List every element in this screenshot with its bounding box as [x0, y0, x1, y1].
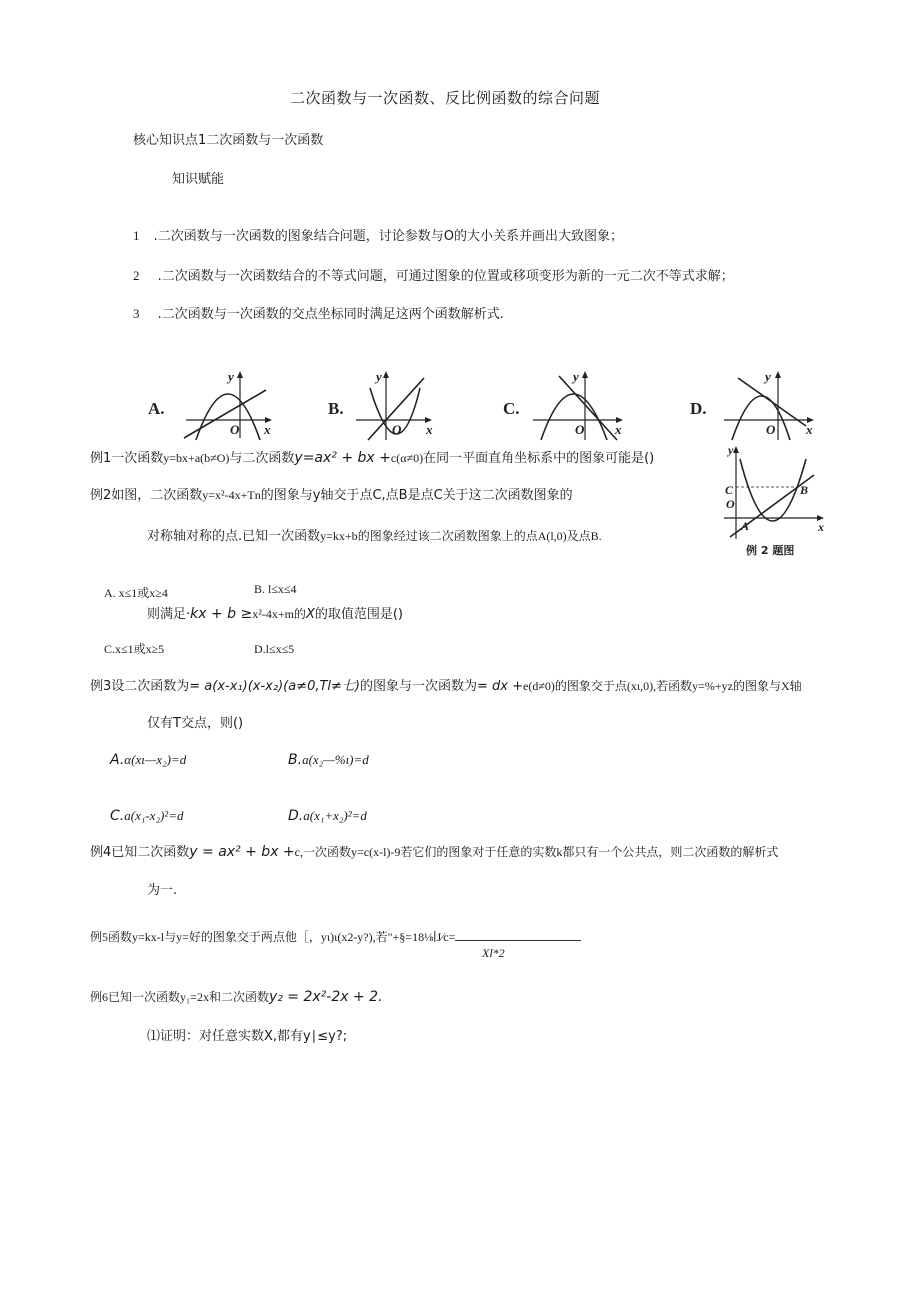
option-text: a(x₁-x₂)²=d	[124, 808, 184, 823]
origin-label: O	[230, 422, 240, 437]
origin-label: O	[766, 422, 776, 437]
knowledge-point-2	[133, 268, 734, 285]
example1-quadratic-function: y=ax² + bx +	[294, 450, 391, 466]
example2-question-prefix: 则满足·	[147, 607, 191, 622]
example6-quadratic-function: y₂ = 2x²-2x + 2.	[268, 989, 383, 1005]
knowledge-point-number: 1	[133, 228, 140, 243]
y-axis-label: y	[573, 369, 579, 384]
example1-quadratic-constant: c(α≠0)	[390, 451, 424, 465]
example2-question	[147, 606, 403, 623]
example1-linear-function: y=bx+a(b≠O)	[163, 451, 230, 465]
example6-prefix: 例6已知一次函数y₁=2x和二次函数	[90, 990, 269, 1004]
option-label: C.	[110, 808, 125, 824]
example2-line1-suffix: 的图象与y轴交于点C,点B是点C关于这二次函数图象的	[260, 488, 573, 503]
point-b-label: B	[800, 483, 809, 497]
example3-option-a	[110, 752, 186, 769]
example2-figure-caption: 例 2 题图	[746, 544, 795, 557]
example3-option-c	[110, 808, 183, 825]
option-label: B.	[288, 752, 303, 768]
subheading: 知识赋能	[172, 172, 225, 187]
example4-line2: 为一.	[147, 883, 178, 898]
example1-mid: 与二次函数	[229, 451, 295, 466]
x-axis-label: x	[426, 422, 433, 437]
origin-label: O	[575, 422, 585, 437]
example2-quadratic-function: y=x²-4x+Tn	[202, 488, 261, 502]
option-label: D.	[288, 808, 304, 824]
knowledge-point-text: .二次函数与一次函数的图象结合问题，讨论参数与O的大小关系并画出大致图象；	[153, 229, 624, 244]
example3-line1	[90, 679, 802, 695]
example2-option-d: D.l≤x≤5	[254, 642, 295, 656]
option-label: D.	[690, 399, 707, 418]
example6-part1: ⑴证明：对任意实数X,都有y∣≤y?;	[147, 1029, 348, 1044]
option-text: α(xι—x₂)=d	[124, 752, 187, 767]
example3-mid: 的图象与一次函数为	[360, 679, 478, 694]
example1-option-a-figure	[148, 368, 288, 443]
example2-figure	[724, 445, 828, 559]
example4-quadratic-function: y = ax² + bx +	[189, 844, 295, 860]
page-title: 二次函数与一次函数、反比例函数的综合问题	[290, 89, 601, 107]
example3-option-d	[288, 808, 367, 825]
example5-answer-blank[interactable]	[455, 928, 581, 941]
example3-linear-function: = dx +	[477, 679, 524, 694]
example3-quadratic-function: = a(x-x₁)(x-x₂)(a≠0,Tl≠七)	[189, 679, 360, 694]
option-label: A.	[148, 399, 165, 418]
example5-line	[90, 928, 581, 946]
option-label: A.	[110, 752, 125, 768]
example2-linear-function: y=kx+b	[320, 529, 358, 543]
example5-text: 例5函数y=kx-l与y=好的图象交于两点他［，yι)ι(x2-y?),若"+§=18⅛∣J∕c=	[90, 930, 456, 944]
knowledge-point-1	[133, 228, 623, 245]
knowledge-point-text: .二次函数与一次函数结合的不等式问题，可通过图象的位置或移项变形为新的一元二次不等式求解；	[157, 269, 734, 284]
example2-variable: X	[305, 607, 315, 622]
example2-line2	[147, 529, 602, 545]
example3-line2: 仅有T交点，则()	[147, 716, 244, 731]
example3-option-b	[288, 752, 369, 769]
y-axis-label: y	[765, 369, 771, 384]
knowledge-point-3	[133, 306, 504, 323]
example2-option-b: B. l≤x≤4	[254, 582, 297, 596]
example3-line1-suffix: e(d≠0)的图象交于点(xι,0),若函数y=%+yz的图象与X轴	[523, 679, 802, 693]
example6-line1	[90, 989, 383, 1006]
x-axis-label: x	[615, 422, 622, 437]
example2-option-a: A. x≤1或x≥4	[104, 586, 168, 600]
option-text: a(x₁+x₂)²=d	[303, 808, 367, 823]
example1-option-c-figure	[503, 368, 633, 443]
x-axis-label: x	[264, 422, 271, 437]
example1-prefix: 例1一次函数	[90, 451, 164, 466]
option-label: C.	[503, 399, 520, 418]
point-c-label: C	[725, 483, 734, 497]
example4-prefix: 例4已知二次函数	[90, 845, 190, 860]
option-label: B.	[328, 399, 344, 418]
example2-line1-prefix: 例2如图，二次函数	[90, 488, 203, 503]
example2-inequality-right: x²-4x+m的	[252, 607, 306, 621]
example2-option-c: C.x≤1或x≥5	[104, 642, 165, 656]
y-axis-label: y	[228, 369, 234, 384]
section-heading: 核心知识点1二次函数与一次函数	[133, 133, 324, 148]
point-a-label: A	[741, 519, 750, 533]
y-axis-label: y	[728, 445, 734, 457]
origin-label: O	[392, 422, 402, 437]
example2-line2-suffix: 的图象经过该二次函数图象上的点A(l,0)及点B.	[357, 529, 602, 543]
example4-line1-suffix: c,一次函数y=c(x-l)-9若它们的图象对于任意的实数k都只有一个公共点，则二次函数的解析式	[294, 845, 779, 859]
example5-denominator: Xl*2	[482, 946, 505, 960]
example2-inequality-left: kx + b ≥	[190, 606, 253, 622]
example2-question-suffix: 的取值范围是()	[314, 607, 403, 622]
x-axis-label: x	[818, 520, 824, 534]
example3-prefix: 例3设二次函数为	[90, 679, 190, 694]
knowledge-point-number: 2	[133, 268, 140, 283]
example4-line1	[90, 844, 778, 861]
example1-suffix: 在同一平面直角坐标系中的图象可能是()	[423, 451, 655, 466]
option-text: a(x₂—%ι)=d	[302, 752, 369, 767]
example1-option-b-figure	[328, 368, 448, 443]
knowledge-point-text: .二次函数与一次函数的交点坐标同时满足这两个函数解析式.	[157, 307, 504, 322]
knowledge-point-number: 3	[133, 306, 140, 321]
x-axis-label: x	[806, 422, 813, 437]
origin-label: O	[726, 497, 735, 511]
example2-line2-prefix: 对称轴对称的点.已知一次函数	[147, 529, 321, 544]
y-axis-label: y	[376, 369, 382, 384]
example1-question	[90, 450, 654, 467]
example1-option-d-figure	[690, 368, 820, 443]
example2-line1	[90, 488, 573, 504]
